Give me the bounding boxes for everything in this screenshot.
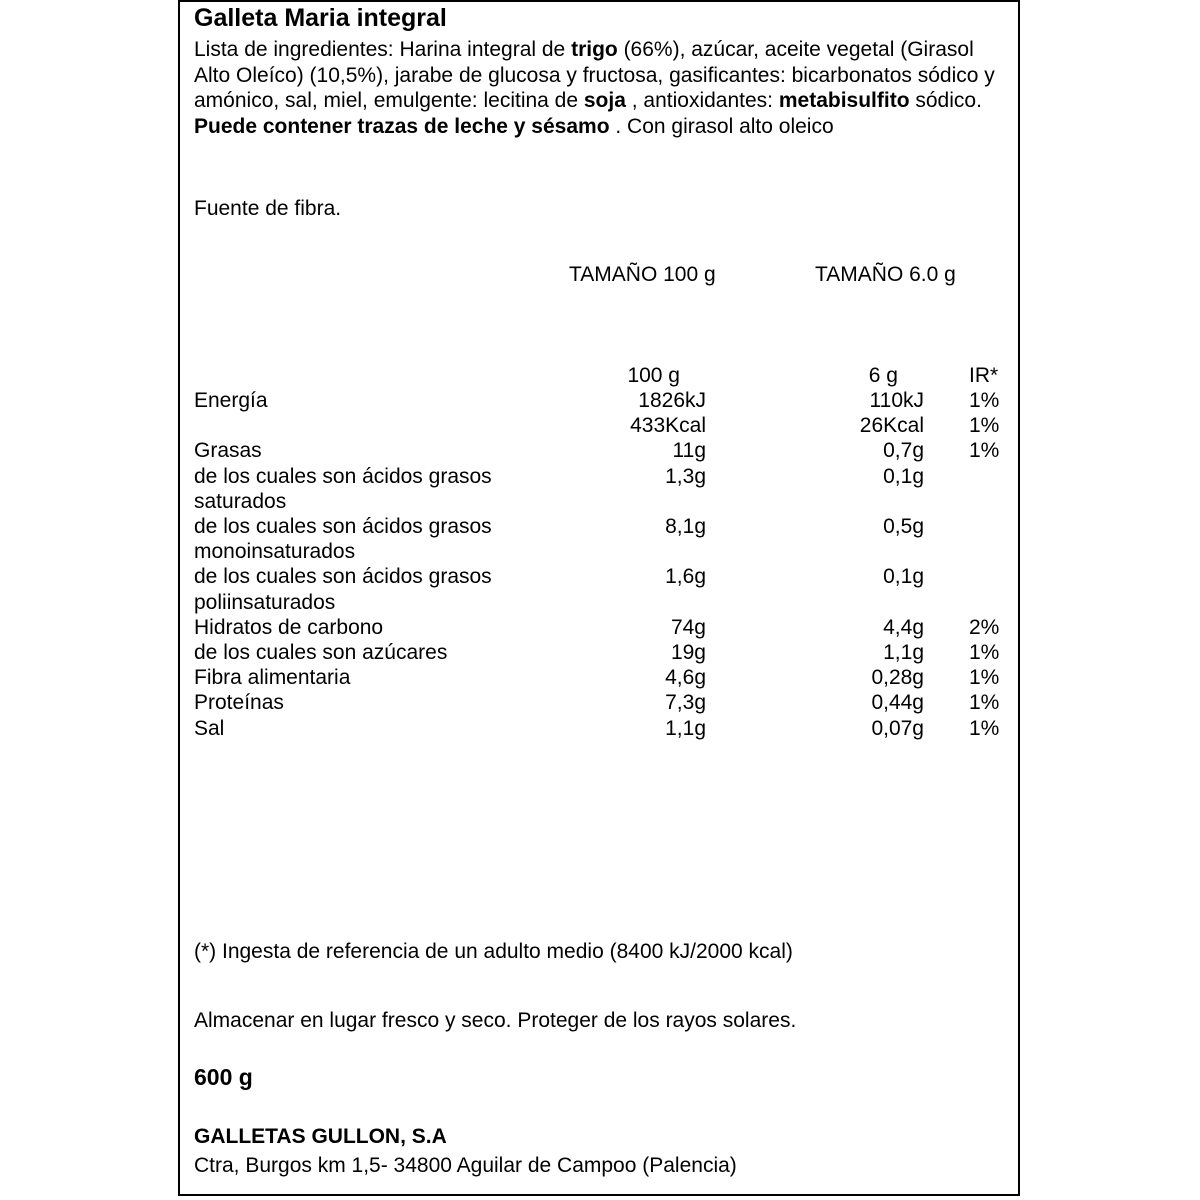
value-per-100g: 1826kJ: [638, 389, 706, 412]
fiber-claim: Fuente de fibra.: [194, 197, 342, 220]
value-per-100g: 11g: [672, 439, 706, 463]
reference-intake-percent: 1%: [969, 666, 1000, 690]
value-per-100g: 433Kcal: [630, 414, 706, 438]
value-per-100g: 1,6g: [665, 565, 706, 589]
ingredient-text: sódico.: [909, 89, 982, 112]
ingredient-highlight: metabisulfito: [778, 89, 910, 112]
ingredient-highlight: soja: [583, 89, 626, 112]
value-per-6g: 0,7g: [883, 439, 924, 463]
reference-intake-percent: 1%: [969, 439, 1000, 463]
value-per-100g: 19g: [670, 641, 706, 664]
value-per-100g: 7,3g: [665, 691, 706, 715]
nutrient-label: Fibra alimentaria: [194, 666, 351, 690]
col-header-100g: 100 g: [627, 364, 680, 387]
reference-intake-percent: 1%: [969, 389, 1000, 412]
nutrient-label: Sal: [194, 716, 225, 740]
ingredient-text: . Con girasol alto oleico: [609, 114, 834, 138]
company-address: Ctra, Burgos km 1,5- 34800 Aguilar de Campoo (Palencia): [194, 1154, 737, 1177]
nutrient-label: Hidratos de carbono: [194, 615, 384, 639]
value-per-6g: 110kJ: [869, 389, 924, 412]
storage-instructions: Almacenar en lugar fresco y seco. Proteger de los rayos solares.: [194, 1009, 797, 1032]
ingredient-text: (66%), azúcar, aceite vegetal (Girasol Alto Oleíco) (10,5%), jarabe de glucosa y fructosa, gasificantes: bicarbonatos sódico y amónico, sal, miel, emulgente: lecitina de: [194, 38, 995, 112]
value-per-6g: 0,1g: [883, 565, 924, 589]
reference-intake-percent: 1%: [969, 641, 1000, 664]
value-per-6g: 1,1g: [883, 641, 924, 664]
nutrient-label: de los cuales son azúcares: [194, 641, 448, 664]
ingredient-text: Lista de ingredientes: Harina integral de: [194, 38, 572, 61]
ingredients-list: [194, 37, 1009, 139]
nutrient-label: de los cuales son ácidos grasos: [194, 515, 492, 538]
value-per-100g: 1,1g: [665, 716, 706, 740]
net-weight: 600 g: [194, 1064, 253, 1090]
value-per-6g: 0,07g: [871, 716, 924, 740]
value-per-6g: 4,4g: [883, 615, 924, 639]
value-per-100g: 1,3g: [665, 464, 706, 488]
ingredient-highlight: Puede contener trazas de leche y sésamo: [194, 114, 610, 138]
nutrient-label: saturados: [194, 489, 287, 513]
reference-intake-percent: 2%: [969, 615, 1000, 639]
value-per-6g: 0,44g: [871, 691, 924, 715]
size-header-6g: TAMAÑO 6.0 g: [815, 263, 956, 286]
ingredient-highlight: trigo: [571, 38, 618, 61]
size-header-100g: TAMAÑO 100 g: [569, 263, 716, 286]
product-title: Galleta Maria integral: [194, 4, 447, 32]
nutrient-label: de los cuales son ácidos grasos: [194, 565, 492, 589]
reference-intake-note: (*) Ingesta de referencia de un adulto medio (8400 kJ/2000 kcal): [194, 940, 793, 963]
col-header-6g: 6 g: [868, 364, 898, 387]
value-per-6g: 0,28g: [871, 666, 924, 690]
value-per-100g: 8,1g: [665, 515, 706, 538]
company-name: GALLETAS GULLON, S.A: [194, 1125, 447, 1148]
col-header-ir: IR*: [969, 364, 999, 387]
reference-intake-percent: 1%: [969, 691, 1000, 715]
ingredient-text: , antioxidantes:: [625, 89, 779, 112]
value-per-6g: 0,5g: [883, 515, 924, 538]
value-per-100g: 4,6g: [665, 666, 706, 690]
nutrient-label: Grasas: [194, 439, 262, 463]
nutrient-label: Energía: [194, 389, 268, 412]
nutrient-label: poliinsaturados: [194, 590, 336, 614]
reference-intake-percent: 1%: [969, 716, 1000, 740]
reference-intake-percent: 1%: [969, 414, 1000, 438]
nutrient-label: monoinsaturados: [194, 540, 356, 564]
value-per-6g: 0,1g: [883, 464, 924, 488]
value-per-6g: 26Kcal: [859, 414, 924, 438]
value-per-100g: 74g: [670, 615, 706, 639]
nutrient-label: de los cuales son ácidos grasos: [194, 464, 492, 488]
nutrient-label: Proteínas: [194, 691, 284, 715]
